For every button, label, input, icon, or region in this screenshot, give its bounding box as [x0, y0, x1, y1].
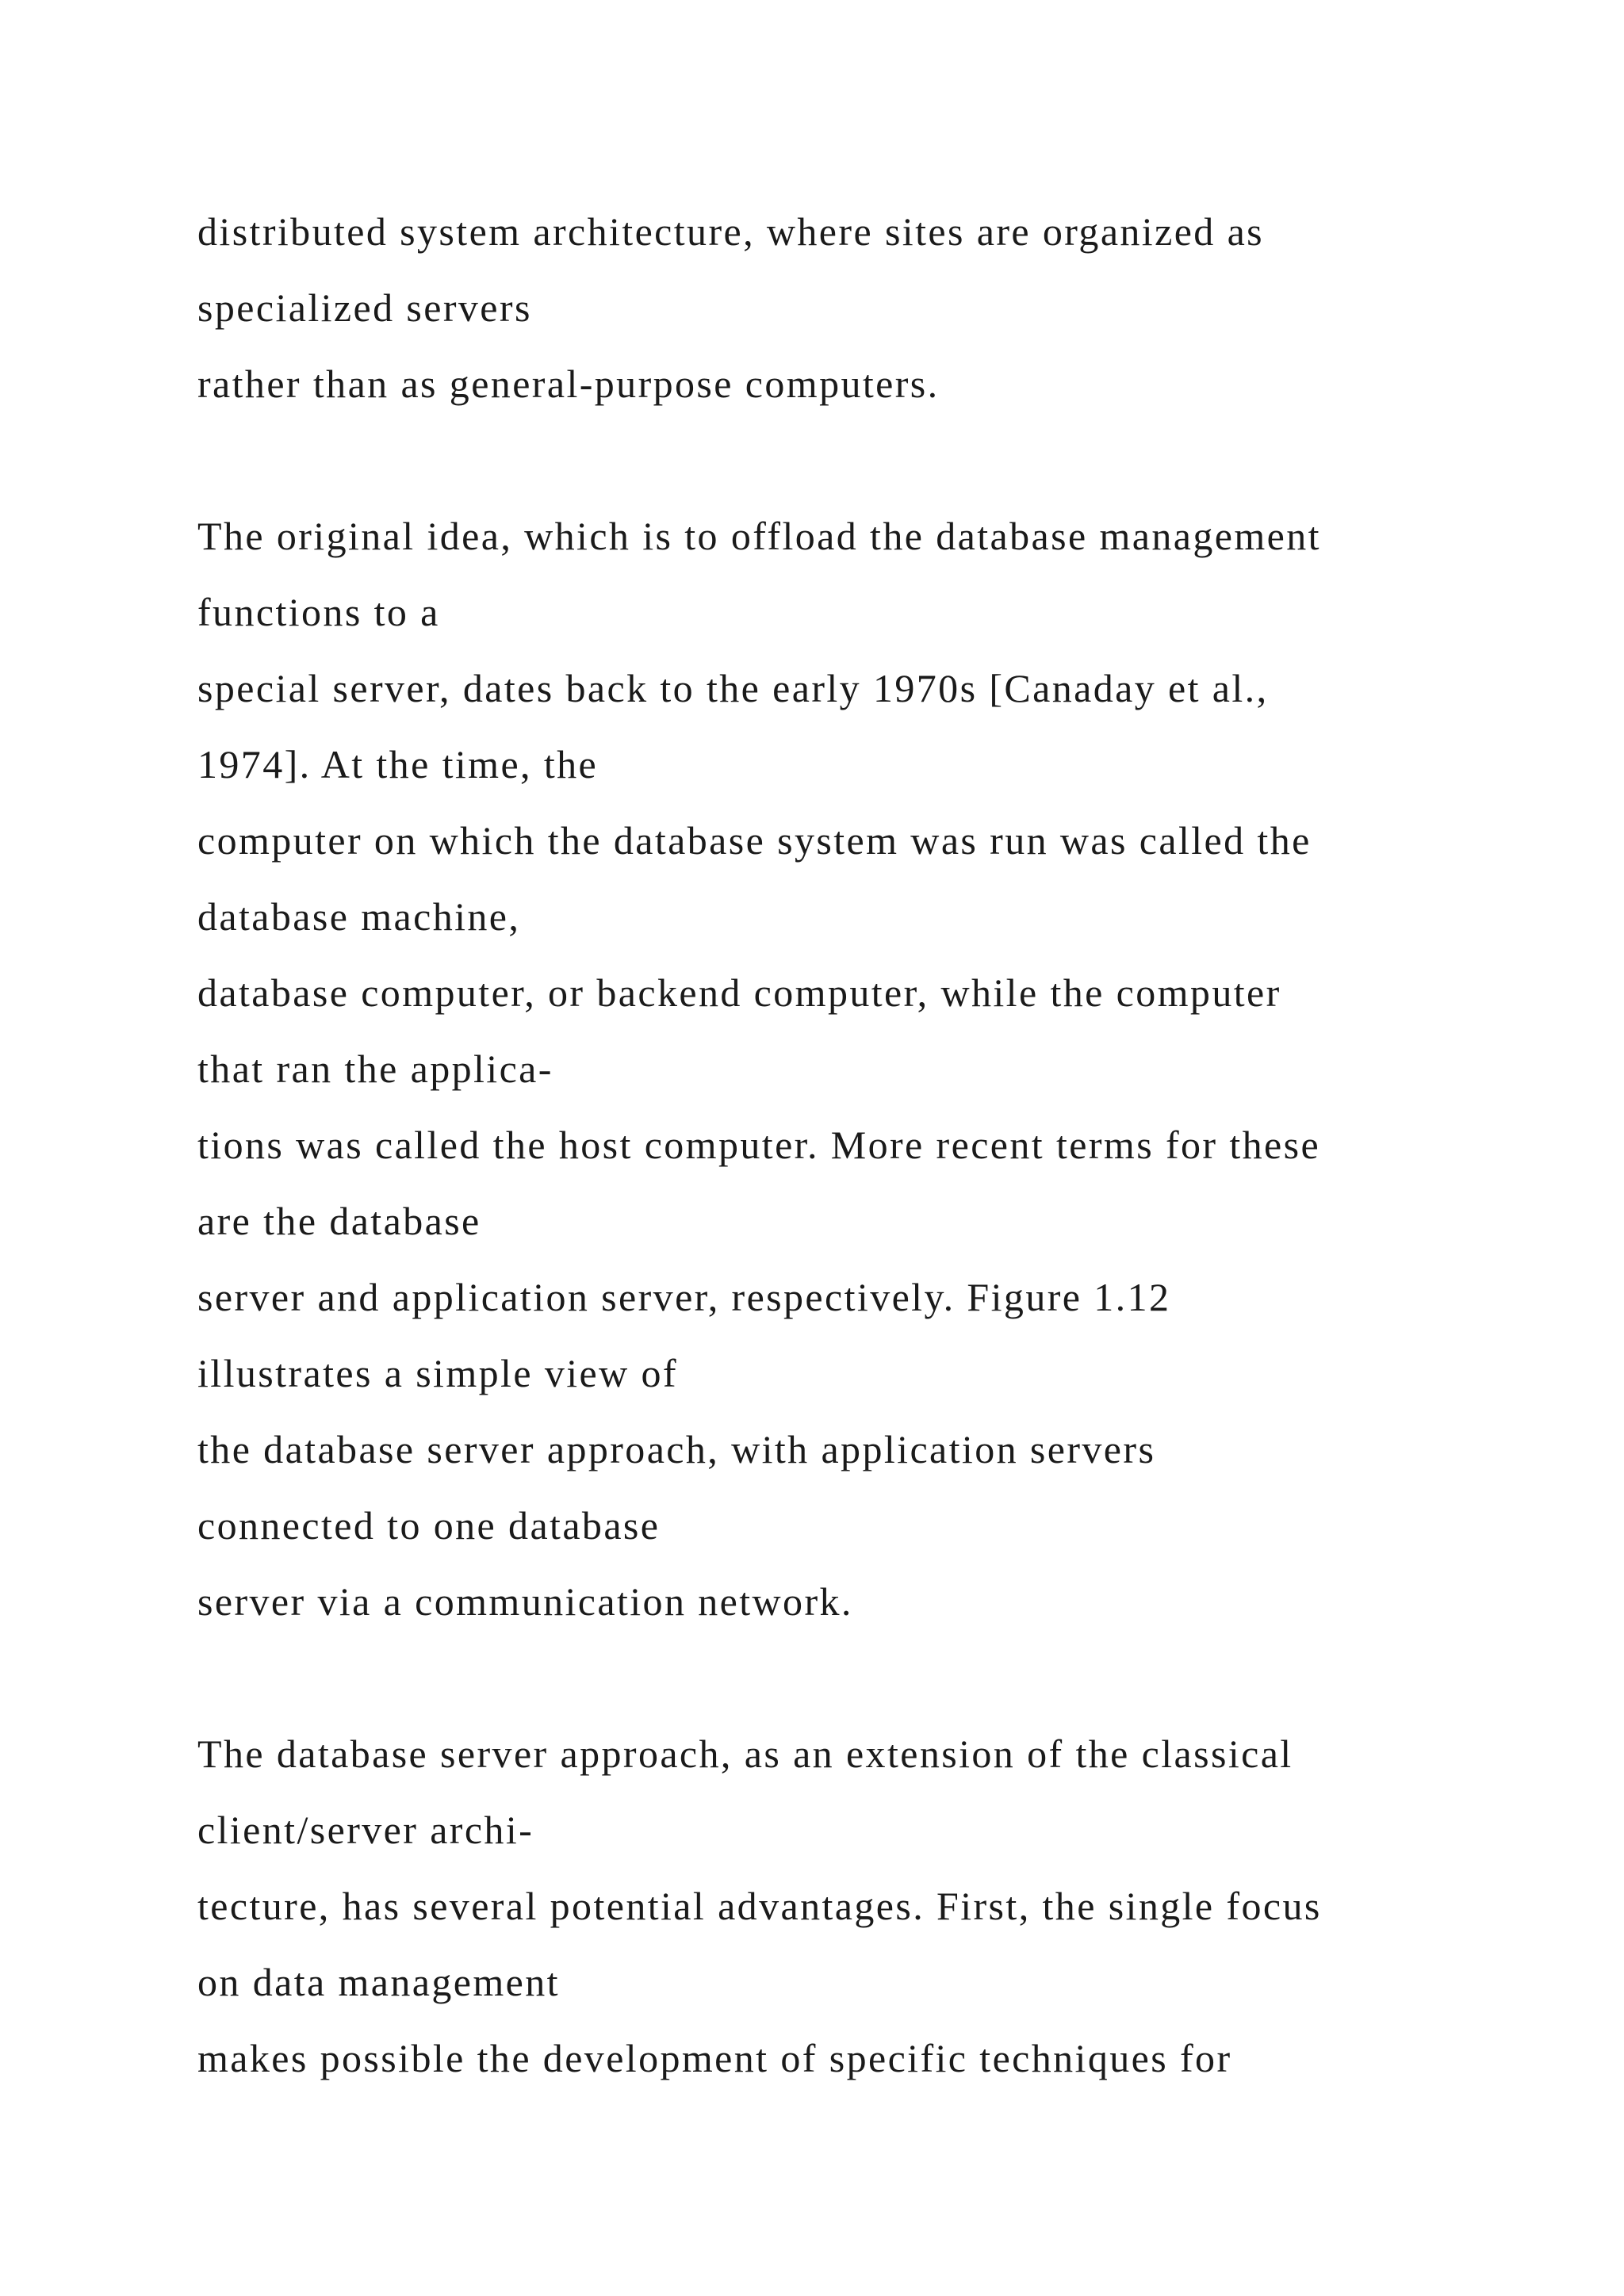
- text-line: distributed system architecture, where sites are organized as: [197, 209, 1265, 254]
- text-line: database computer, or backend computer, while the computer: [197, 970, 1281, 1015]
- text-line: the database server approach, with application servers: [197, 1427, 1156, 1471]
- paragraph-gap: [197, 422, 1545, 498]
- text-line: database machine,: [197, 894, 521, 939]
- text-line: special server, dates back to the early 1970s [Canaday et al.,: [197, 666, 1269, 710]
- text-line: rather than as general-purpose computers.: [197, 362, 940, 406]
- paragraph-3: [197, 1716, 1545, 2096]
- text-line: server and application server, respectively. Figure 1.12: [197, 1275, 1171, 1319]
- text-line: illustrates a simple view of: [197, 1351, 678, 1395]
- text-line: specialized servers: [197, 285, 532, 330]
- text-line: 1974]. At the time, the: [197, 742, 599, 786]
- text-line: server via a communication network.: [197, 1579, 853, 1624]
- paragraph-2: [197, 498, 1545, 1640]
- paragraph-1: [197, 193, 1545, 422]
- text-line: are the database: [197, 1199, 481, 1243]
- paragraph-gap: [197, 1640, 1545, 1716]
- text-line: connected to one database: [197, 1503, 661, 1548]
- text-line: on data management: [197, 1960, 560, 2004]
- text-line: computer on which the database system was run was called the: [197, 818, 1312, 863]
- document-body: [197, 193, 1545, 2096]
- text-line: client/server archi-: [197, 1808, 534, 1852]
- text-line: The original idea, which is to offload the database management: [197, 514, 1321, 558]
- text-line: tecture, has several potential advantages. First, the single focus: [197, 1884, 1322, 1928]
- text-line: makes possible the development of specific techniques for: [197, 2036, 1232, 2080]
- text-line: functions to a: [197, 590, 440, 634]
- text-line: The database server approach, as an extension of the classical: [197, 1732, 1293, 1776]
- text-line: tions was called the host computer. More recent terms for these: [197, 1123, 1321, 1167]
- text-line: that ran the applica-: [197, 1047, 553, 1091]
